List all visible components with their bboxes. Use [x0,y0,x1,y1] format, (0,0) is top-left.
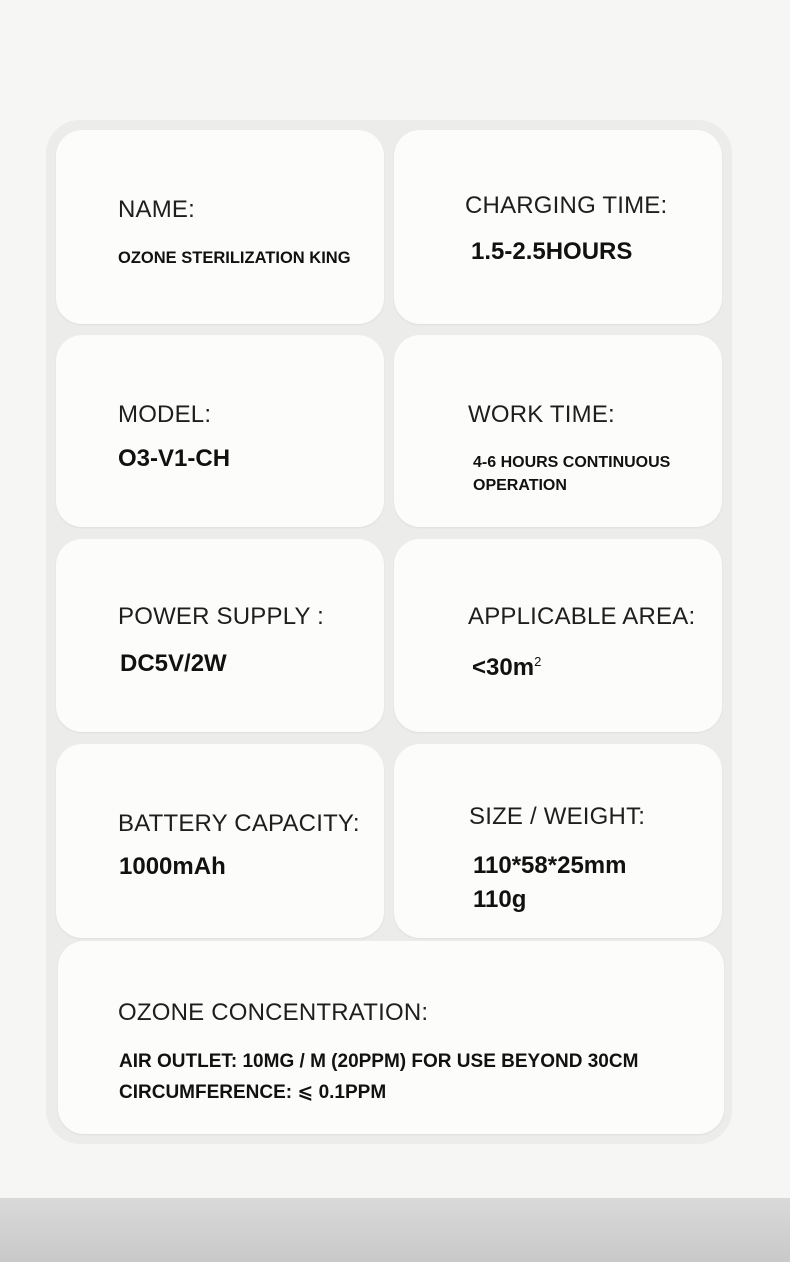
spec-label: POWER SUPPLY : [118,603,324,630]
spec-label: BATTERY CAPACITY: [118,810,360,837]
spec-label: APPLICABLE AREA: [468,603,696,630]
spec-value-superscript: 2 [534,654,542,669]
spec-label: NAME: [118,196,196,223]
spec-value [472,645,541,685]
spec-value: DC5V/2W [120,650,227,677]
spec-value [473,451,670,497]
spec-value: OZONE STERILIZATION KING [118,249,351,267]
spec-label: OZONE CONCENTRATION: [118,999,429,1026]
spec-card-power-supply [56,539,384,732]
spec-value-line: CIRCUMFERENCE: ⩽ 0.1PPM [119,1082,387,1103]
spec-label: MODEL: [118,401,212,428]
spec-value [119,1046,638,1108]
spec-value-line: 110g [473,886,527,913]
spec-value: O3-V1-CH [118,445,231,472]
spec-card-size-weight [394,744,722,938]
spec-card-work-time [394,335,722,527]
spec-card-charging-time [394,130,722,324]
footer-band [0,1198,790,1262]
spec-label: SIZE / WEIGHT: [469,803,646,830]
spec-value: 1000mAh [119,853,226,880]
spec-value-line: 110*58*25mm [473,852,627,879]
spec-value [473,849,626,917]
spec-card-battery-capacity [56,744,384,938]
spec-card-ozone-concentration [58,941,724,1134]
spec-card-model [56,335,384,527]
spec-value: 1.5-2.5HOURS [471,238,633,265]
spec-value-text: <30m [472,654,535,681]
spec-label: CHARGING TIME: [465,192,668,219]
spec-label: WORK TIME: [468,401,615,428]
spec-card-name [56,130,384,324]
spec-value-line: AIR OUTLET: 10MG / M (20PPM) FOR USE BEYOND 30CM [119,1051,639,1072]
spec-value-line: OPERATION [473,477,567,494]
spec-value-line: 4-6 HOURS CONTINUOUS [473,454,671,471]
spec-card-applicable-area [394,539,722,732]
